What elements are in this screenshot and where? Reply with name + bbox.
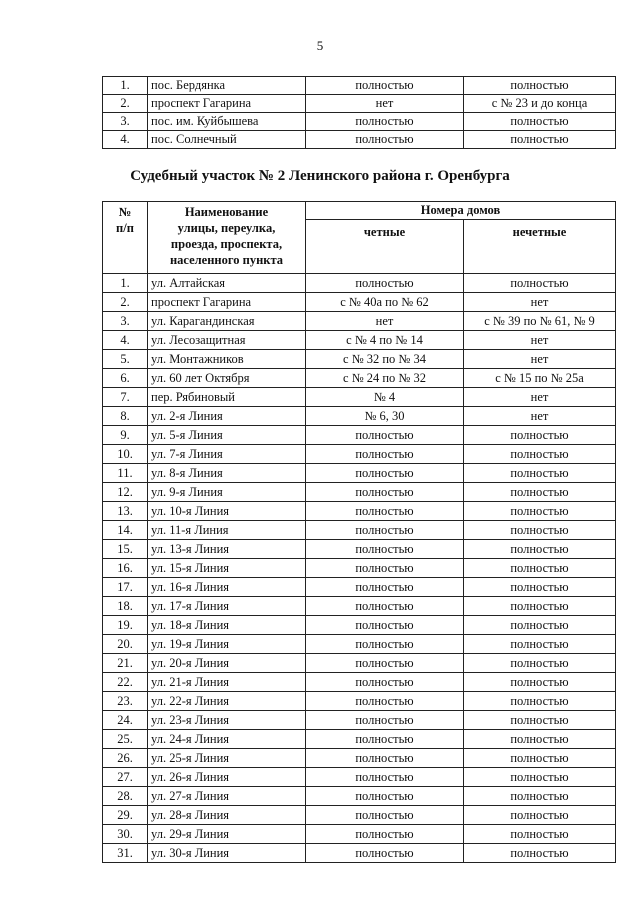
top-table-body xyxy=(103,77,616,149)
odd-numbers-cell: полностью xyxy=(464,711,616,730)
table-row xyxy=(103,692,616,711)
table-row xyxy=(103,77,616,95)
even-numbers-cell: полностью xyxy=(306,806,464,825)
street-name-cell: ул. 7-я Линия xyxy=(148,445,306,464)
row-number-cell: 26. xyxy=(103,749,148,768)
table-row xyxy=(103,635,616,654)
row-number-cell: 23. xyxy=(103,692,148,711)
row-number-cell: 1. xyxy=(103,274,148,293)
row-number-cell: 24. xyxy=(103,711,148,730)
odd-numbers-cell: нет xyxy=(464,407,616,426)
odd-numbers-cell: полностью xyxy=(464,540,616,559)
street-name-cell: пос. им. Куйбышева xyxy=(148,113,306,131)
table-row xyxy=(103,597,616,616)
odd-numbers-cell: полностью xyxy=(464,730,616,749)
row-number-cell: 30. xyxy=(103,825,148,844)
odd-numbers-cell: с № 15 по № 25а xyxy=(464,369,616,388)
row-number-cell: 1. xyxy=(103,77,148,95)
street-name-cell: ул. 30-я Линия xyxy=(148,844,306,863)
street-name-cell: ул. 26-я Линия xyxy=(148,768,306,787)
table-row xyxy=(103,274,616,293)
street-name-cell: пер. Рябиновый xyxy=(148,388,306,407)
street-name-cell: ул. 60 лет Октября xyxy=(148,369,306,388)
table-row xyxy=(103,331,616,350)
street-name-cell: ул. 25-я Линия xyxy=(148,749,306,768)
row-number-cell: 18. xyxy=(103,597,148,616)
top-table xyxy=(102,76,616,149)
even-numbers-cell: полностью xyxy=(306,274,464,293)
row-number-cell: 25. xyxy=(103,730,148,749)
street-name-cell: ул. Монтажников xyxy=(148,350,306,369)
odd-numbers-cell: полностью xyxy=(464,616,616,635)
table-row xyxy=(103,749,616,768)
odd-numbers-cell: полностью xyxy=(464,749,616,768)
even-numbers-cell: полностью xyxy=(306,825,464,844)
street-name-cell: ул. 23-я Линия xyxy=(148,711,306,730)
street-name-cell: ул. Лесозащитная xyxy=(148,331,306,350)
even-numbers-cell: полностью xyxy=(306,768,464,787)
even-numbers-cell: полностью xyxy=(306,502,464,521)
street-name-cell: ул. 10-я Линия xyxy=(148,502,306,521)
table-row xyxy=(103,559,616,578)
street-name-cell: ул. Алтайская xyxy=(148,274,306,293)
row-number-cell: 4. xyxy=(103,331,148,350)
even-numbers-cell: полностью xyxy=(306,673,464,692)
row-number-cell: 11. xyxy=(103,464,148,483)
odd-numbers-cell: с № 23 и до конца xyxy=(464,95,616,113)
even-numbers-cell: полностью xyxy=(306,578,464,597)
odd-numbers-cell: полностью xyxy=(464,673,616,692)
odd-numbers-cell: полностью xyxy=(464,113,616,131)
main-table-body xyxy=(103,274,616,863)
street-name-cell: ул. 11-я Линия xyxy=(148,521,306,540)
even-numbers-cell: полностью xyxy=(306,464,464,483)
row-number-cell: 2. xyxy=(103,293,148,312)
header-name: Наименование улицы, переулка, проезда, проспекта, населенного пункта xyxy=(148,202,306,274)
even-numbers-cell: № 4 xyxy=(306,388,464,407)
even-numbers-cell: с № 40а по № 62 xyxy=(306,293,464,312)
row-number-cell: 7. xyxy=(103,388,148,407)
street-name-cell: ул. 21-я Линия xyxy=(148,673,306,692)
odd-numbers-cell: полностью xyxy=(464,426,616,445)
header-num: № п/п xyxy=(103,202,148,274)
table-row xyxy=(103,445,616,464)
table-row xyxy=(103,787,616,806)
table-row xyxy=(103,768,616,787)
odd-numbers-cell: полностью xyxy=(464,502,616,521)
even-numbers-cell: полностью xyxy=(306,597,464,616)
table-row xyxy=(103,825,616,844)
table-row xyxy=(103,369,616,388)
street-name-cell: ул. 17-я Линия xyxy=(148,597,306,616)
odd-numbers-cell: полностью xyxy=(464,464,616,483)
odd-numbers-cell: полностью xyxy=(464,692,616,711)
street-name-cell: ул. 5-я Линия xyxy=(148,426,306,445)
even-numbers-cell: полностью xyxy=(306,521,464,540)
odd-numbers-cell: полностью xyxy=(464,445,616,464)
table-row xyxy=(103,483,616,502)
street-name-cell: ул. 16-я Линия xyxy=(148,578,306,597)
street-name-cell: ул. 2-я Линия xyxy=(148,407,306,426)
even-numbers-cell: полностью xyxy=(306,787,464,806)
table-row xyxy=(103,113,616,131)
street-name-cell: ул. 27-я Линия xyxy=(148,787,306,806)
even-numbers-cell: с № 32 по № 34 xyxy=(306,350,464,369)
odd-numbers-cell: полностью xyxy=(464,578,616,597)
table-row xyxy=(103,407,616,426)
street-name-cell: ул. Карагандинская xyxy=(148,312,306,331)
row-number-cell: 27. xyxy=(103,768,148,787)
street-name-cell: ул. 18-я Линия xyxy=(148,616,306,635)
table-row xyxy=(103,806,616,825)
table-row xyxy=(103,312,616,331)
even-numbers-cell: нет xyxy=(306,95,464,113)
row-number-cell: 9. xyxy=(103,426,148,445)
row-number-cell: 8. xyxy=(103,407,148,426)
odd-numbers-cell: полностью xyxy=(464,768,616,787)
header-odd: нечетные xyxy=(464,220,616,274)
header-even: четные xyxy=(306,220,464,274)
odd-numbers-cell: полностью xyxy=(464,635,616,654)
row-number-cell: 4. xyxy=(103,131,148,149)
table-row xyxy=(103,844,616,863)
street-name-cell: ул. 22-я Линия xyxy=(148,692,306,711)
main-table xyxy=(102,201,616,863)
odd-numbers-cell: нет xyxy=(464,388,616,407)
odd-numbers-cell: полностью xyxy=(464,131,616,149)
street-name-cell: ул. 20-я Линия xyxy=(148,654,306,673)
table-row xyxy=(103,711,616,730)
row-number-cell: 10. xyxy=(103,445,148,464)
table-row xyxy=(103,502,616,521)
table-row xyxy=(103,521,616,540)
even-numbers-cell: полностью xyxy=(306,445,464,464)
table-row xyxy=(103,131,616,149)
even-numbers-cell: полностью xyxy=(306,692,464,711)
even-numbers-cell: полностью xyxy=(306,711,464,730)
even-numbers-cell: полностью xyxy=(306,844,464,863)
table-row xyxy=(103,350,616,369)
row-number-cell: 3. xyxy=(103,113,148,131)
even-numbers-cell: нет xyxy=(306,312,464,331)
even-numbers-cell: полностью xyxy=(306,654,464,673)
table-row xyxy=(103,293,616,312)
table-row xyxy=(103,673,616,692)
table-row xyxy=(103,616,616,635)
even-numbers-cell: с № 4 по № 14 xyxy=(306,331,464,350)
row-number-cell: 20. xyxy=(103,635,148,654)
odd-numbers-cell: полностью xyxy=(464,787,616,806)
row-number-cell: 16. xyxy=(103,559,148,578)
section-title: Судебный участок № 2 Ленинского района г. Оренбурга xyxy=(130,168,510,184)
street-name-cell: ул. 28-я Линия xyxy=(148,806,306,825)
odd-numbers-cell: нет xyxy=(464,350,616,369)
row-number-cell: 22. xyxy=(103,673,148,692)
odd-numbers-cell: полностью xyxy=(464,844,616,863)
table-row xyxy=(103,464,616,483)
street-name-cell: проспект Гагарина xyxy=(148,293,306,312)
odd-numbers-cell: полностью xyxy=(464,521,616,540)
page-number: 5 xyxy=(316,38,324,53)
row-number-cell: 12. xyxy=(103,483,148,502)
table-row xyxy=(103,654,616,673)
even-numbers-cell: полностью xyxy=(306,616,464,635)
odd-numbers-cell: с № 39 по № 61, № 9 xyxy=(464,312,616,331)
even-numbers-cell: полностью xyxy=(306,540,464,559)
row-number-cell: 2. xyxy=(103,95,148,113)
table-row xyxy=(103,730,616,749)
even-numbers-cell: полностью xyxy=(306,77,464,95)
row-number-cell: 3. xyxy=(103,312,148,331)
even-numbers-cell: полностью xyxy=(306,113,464,131)
odd-numbers-cell: полностью xyxy=(464,597,616,616)
street-name-cell: ул. 8-я Линия xyxy=(148,464,306,483)
row-number-cell: 6. xyxy=(103,369,148,388)
even-numbers-cell: полностью xyxy=(306,730,464,749)
odd-numbers-cell: полностью xyxy=(464,483,616,502)
row-number-cell: 31. xyxy=(103,844,148,863)
even-numbers-cell: полностью xyxy=(306,426,464,445)
street-name-cell: ул. 19-я Линия xyxy=(148,635,306,654)
table-row xyxy=(103,426,616,445)
row-number-cell: 15. xyxy=(103,540,148,559)
street-name-cell: ул. 15-я Линия xyxy=(148,559,306,578)
row-number-cell: 5. xyxy=(103,350,148,369)
row-number-cell: 14. xyxy=(103,521,148,540)
even-numbers-cell: № 6, 30 xyxy=(306,407,464,426)
even-numbers-cell: полностью xyxy=(306,559,464,578)
row-number-cell: 29. xyxy=(103,806,148,825)
table-row xyxy=(103,540,616,559)
odd-numbers-cell: полностью xyxy=(464,274,616,293)
street-name-cell: ул. 29-я Линия xyxy=(148,825,306,844)
odd-numbers-cell: полностью xyxy=(464,654,616,673)
odd-numbers-cell: нет xyxy=(464,331,616,350)
odd-numbers-cell: полностью xyxy=(464,806,616,825)
row-number-cell: 13. xyxy=(103,502,148,521)
odd-numbers-cell: полностью xyxy=(464,825,616,844)
row-number-cell: 21. xyxy=(103,654,148,673)
odd-numbers-cell: полностью xyxy=(464,77,616,95)
row-number-cell: 17. xyxy=(103,578,148,597)
street-name-cell: пос. Бердянка xyxy=(148,77,306,95)
street-name-cell: ул. 13-я Линия xyxy=(148,540,306,559)
odd-numbers-cell: полностью xyxy=(464,559,616,578)
table-row xyxy=(103,388,616,407)
row-number-cell: 28. xyxy=(103,787,148,806)
main-table-header xyxy=(103,202,616,274)
even-numbers-cell: полностью xyxy=(306,483,464,502)
odd-numbers-cell: нет xyxy=(464,293,616,312)
table-row xyxy=(103,95,616,113)
even-numbers-cell: полностью xyxy=(306,131,464,149)
street-name-cell: ул. 9-я Линия xyxy=(148,483,306,502)
street-name-cell: проспект Гагарина xyxy=(148,95,306,113)
street-name-cell: ул. 24-я Линия xyxy=(148,730,306,749)
even-numbers-cell: полностью xyxy=(306,635,464,654)
table-row xyxy=(103,578,616,597)
even-numbers-cell: с № 24 по № 32 xyxy=(306,369,464,388)
street-name-cell: пос. Солнечный xyxy=(148,131,306,149)
row-number-cell: 19. xyxy=(103,616,148,635)
header-house-numbers: Номера домов xyxy=(306,202,616,220)
even-numbers-cell: полностью xyxy=(306,749,464,768)
